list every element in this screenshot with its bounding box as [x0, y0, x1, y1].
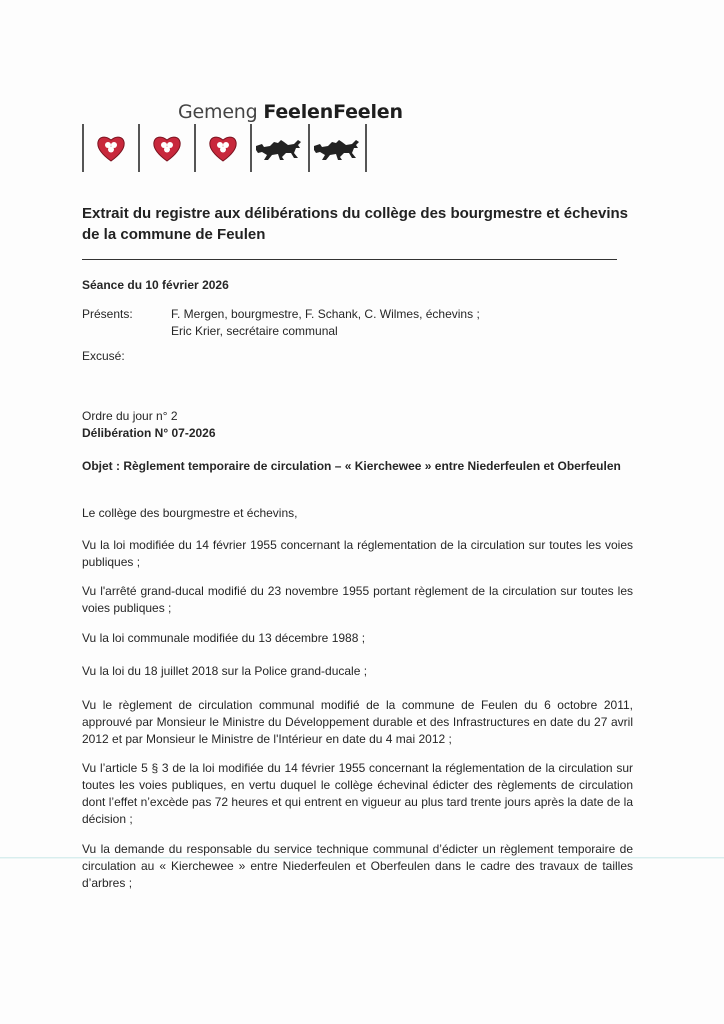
paragraph: Vu la demande du responsable du service technique communal d’édicter un règlement temporaire de circulation au « Kierchewee » entre Niederfeulen et Oberfeulen dans le cadre des travaux de tailles d’arbres ; [82, 842, 633, 890]
emblem-divider [82, 124, 84, 172]
emblem-divider [308, 124, 310, 172]
title-divider [82, 259, 617, 260]
paragraph: Vu le règlement de circulation communal modifié de la commune de Feulen du 6 octobre 2011, approuvé par Monsieur le Ministre du Développement durable et des Infrastructures en date du 27 avril 2012 et par Monsieur le Ministre de l'Intérieur en date du 4 mai 2012 ; [82, 698, 633, 746]
agenda-number: Ordre du jour n° 2 [82, 409, 178, 423]
logo-prefix: Gemeng [178, 101, 258, 123]
heart-emblem-icon [152, 134, 182, 162]
attendees-line-1: F. Mergen, bourgmestre, F. Schank, C. Wilmes, échevins ; [171, 307, 480, 321]
paragraph: Vu l'arrêté grand-ducal modifié du 23 novembre 1955 portant règlement de la circulation sur toutes les voies publiques ; [82, 584, 633, 615]
paragraph: Vu l’article 5 § 3 de la loi modifiée du 14 février 1955 concernant la réglementation de la circulation sur toutes les voies publiques, en vertu duquel le collège échevinal édicter des règlements de circulation dont l’effet n’excède pas 72 heures et qui entrent en vigueur au plus tard trente jours après la date de la décision ; [82, 761, 633, 826]
deliberation-number: Délibération N° 07-2026 [82, 426, 216, 440]
emblem-divider [194, 124, 196, 172]
paragraph: Vu la loi communale modifiée du 13 décembre 1988 ; [82, 631, 366, 645]
subject-line: Objet : Règlement temporaire de circulation – « Kierchewee » entre Niederfeulen et Oberfeulen [82, 459, 621, 473]
attendees-label: Présents: [82, 307, 133, 321]
lion-emblem-icon [312, 134, 362, 164]
emblem-divider [138, 124, 140, 172]
heart-emblem-icon [208, 134, 238, 162]
emblem-divider [365, 124, 367, 172]
scan-artifact-line [0, 857, 724, 859]
paragraph: Vu la loi modifiée du 14 février 1955 concernant la réglementation de la circulation sur toutes les voies publiques ; [82, 538, 633, 569]
excused-label: Excusé: [82, 349, 125, 363]
heart-emblem-icon [96, 134, 126, 162]
paragraph: Vu la loi du 18 juillet 2018 sur la Police grand-ducale ; [82, 664, 368, 678]
municipality-logo [178, 101, 403, 123]
document-title: Extrait du registre aux délibérations du collège des bourgmestre et échevins de la commune de Feulen [82, 205, 628, 243]
attendees-list [171, 306, 480, 340]
coat-of-arms-row [82, 124, 372, 174]
emblem-divider [250, 124, 252, 172]
logo-name: FeelenFeelen [263, 101, 403, 123]
lion-emblem-icon [254, 134, 304, 164]
paragraph: Le collège des bourgmestre et échevins, [82, 506, 298, 520]
attendees-line-2: Eric Krier, secrétaire communal [171, 324, 338, 338]
session-date: Séance du 10 février 2026 [82, 278, 229, 292]
agenda-block [82, 408, 216, 442]
